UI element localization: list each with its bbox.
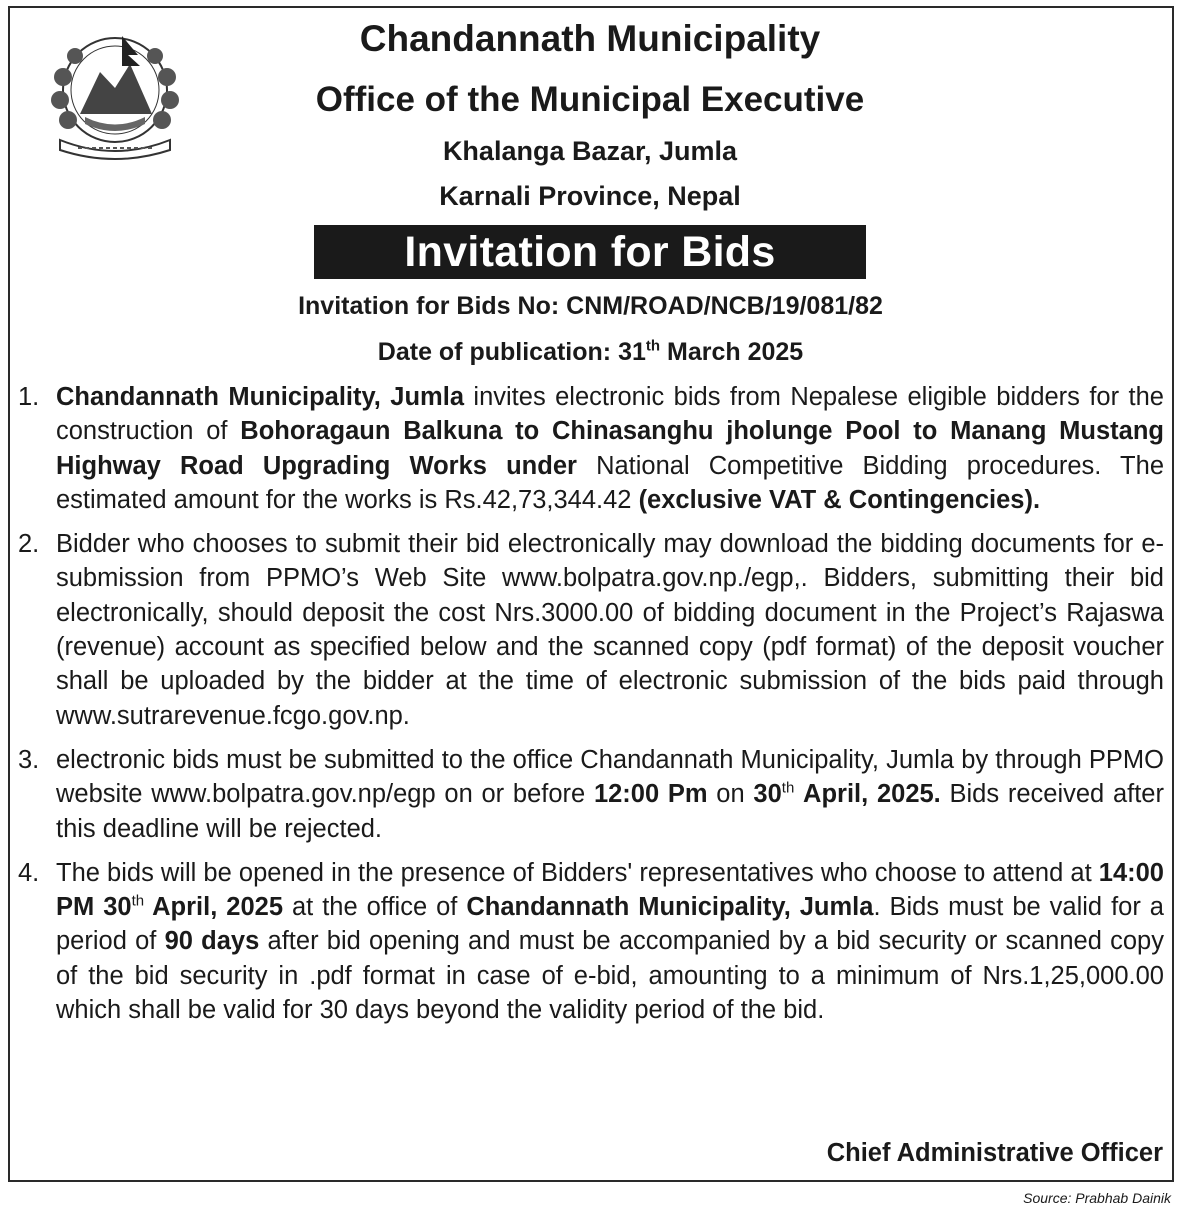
address-line-1: Khalanga Bazar, Jumla — [442, 136, 738, 166]
item-text: The bids will be opened in the presence of Bidders' representatives who choose to attend at — [56, 858, 1099, 887]
bid-number: CNM/ROAD/NCB/19/081/82 — [566, 292, 883, 320]
title-banner — [314, 225, 866, 279]
publication-day-suffix: th — [645, 337, 661, 355]
item-bold-text: Bohoragaun Balkuna to Chinasanghu jholunge Pool to Manang Mustang Highway Road Upgrading Works under — [56, 417, 1164, 480]
item-bold-text: Chandannath Municipality, Jumla — [466, 893, 874, 922]
municipality-name: Chandannath Municipality — [359, 18, 821, 59]
publication-month-year: March 2025 — [667, 338, 804, 366]
item-bold-text: Chandannath Municipality, Jumla — [56, 383, 464, 411]
bid-number-label: Invitation for Bids No: — [298, 292, 560, 320]
item-text: on — [707, 780, 754, 809]
item-number: 1. — [18, 383, 40, 411]
item-text: Bids received after this deadline will be rejected. — [56, 780, 1164, 843]
item-number: 2. — [18, 530, 40, 559]
item-bold-text: 90 days — [164, 927, 260, 956]
item-number: 3. — [18, 745, 40, 774]
item-text: . Bids must be valid for a period of — [56, 893, 1164, 956]
item-text: after bid opening and must be accompanied by a bid security or scanned copy of the bid security in .pdf format in case of e-bid, amounting to a minimum of Nrs.1,25,000.00 which shall be valid for 30 days beyond the validity period of the bid. — [56, 927, 1164, 1025]
item-bold-text: April, 2025. — [803, 780, 941, 809]
item-bold-text: 12:00 Pm — [593, 780, 708, 809]
list-item — [18, 856, 1164, 1027]
address-line-2: Karnali Province, Nepal — [439, 181, 741, 211]
item-number: 4. — [18, 858, 40, 887]
publication-label: Date of publication: — [377, 338, 612, 366]
banner-title: Invitation for Bids — [404, 227, 776, 276]
list-item — [18, 527, 1164, 733]
ordinal-suffix: th — [131, 892, 145, 910]
item-text: invites electronic bids from Nepalese eligible bidders for the construction of — [56, 383, 1164, 446]
item-bold-text: (exclusive VAT & Contingencies). — [638, 485, 1041, 514]
item-text: Bidder who chooses to submit their bid electronically may download the bidding documents for e-submission from PPMO’s Web Site www.bolpatra.gov.np./egp,. Bidders, submitting their bid electronically, should deposit the cost Nrs.3000.00 of bidding document in the Project’s Rajaswa (revenue) account as specified below and the scanned copy (pdf format) of the deposit voucher shall be uploaded by the bidder at the time of electronic submission of the bids paid through www.sutrarevenue.fcgo.gov.np. — [56, 530, 1164, 730]
item-bold-text: 14:00 PM 30 — [56, 858, 1164, 922]
nepal-government-emblem-icon — [30, 22, 200, 162]
ordinal-suffix: th — [781, 779, 795, 797]
bid-conditions-list — [18, 380, 1164, 1027]
item-text: at the office of — [283, 893, 467, 922]
item-bold-text: 30 — [753, 780, 782, 809]
office-name: Office of the Municipal Executive — [315, 80, 865, 119]
item-text: electronic bids must be submitted to the office Chandannath Municipality, Jumla by through PPMO website www.bolpatra.gov.np/egp on or before — [56, 745, 1164, 809]
item-text: National Competitive Bidding procedures. The estimated amount for the works is Rs.42,73,344.42 — [56, 451, 1165, 514]
signatory-title: Chief Administrative Officer — [826, 1139, 1163, 1167]
list-item — [18, 743, 1164, 846]
publication-day: 31 — [618, 338, 646, 366]
publication-date-line — [0, 338, 1181, 367]
bid-number-line — [0, 292, 1181, 321]
item-bold-text: April, 2025 — [144, 893, 284, 922]
source-credit: Source: Prabhab Dainik — [1023, 1190, 1171, 1206]
list-item — [18, 380, 1164, 517]
